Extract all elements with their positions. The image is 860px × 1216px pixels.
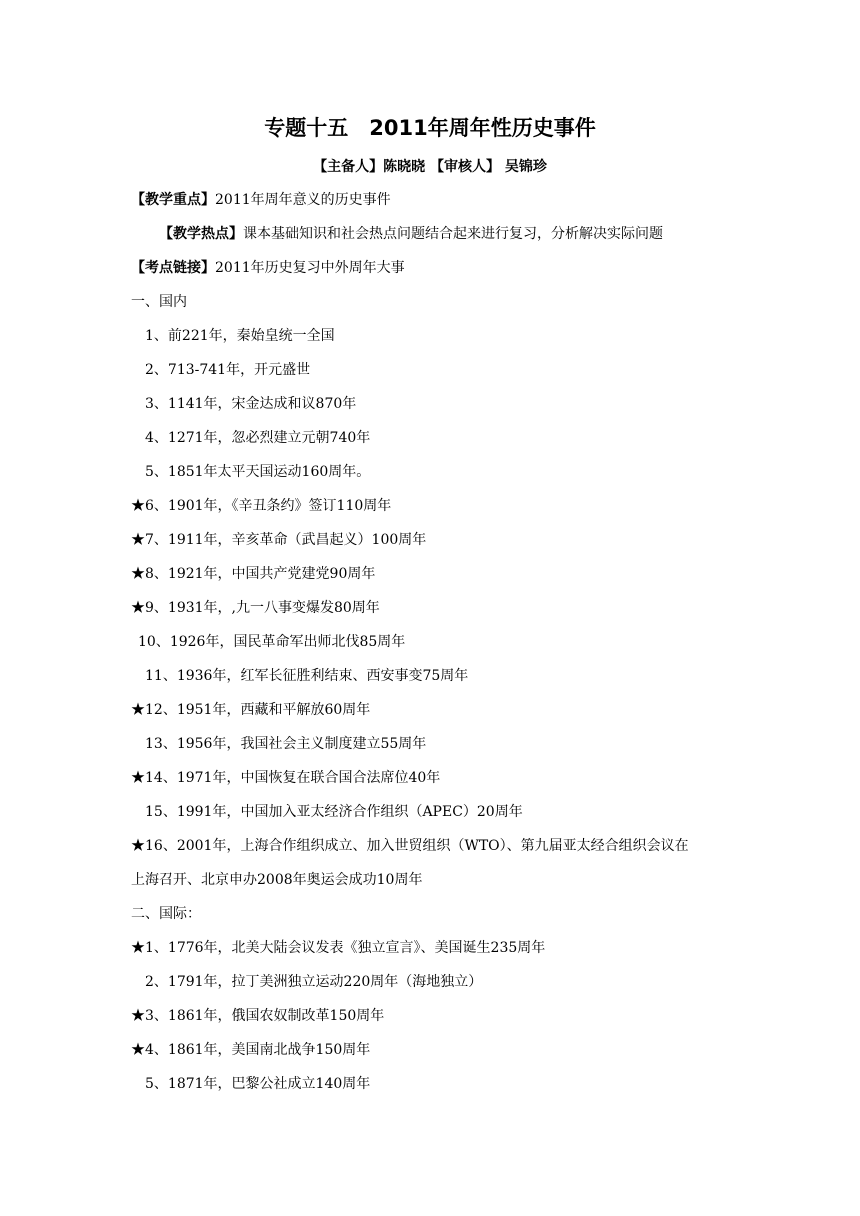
exam-link-text: 2011年历史复习中外周年大事 [215, 260, 405, 276]
hot-points-line [159, 224, 663, 244]
domestic-item: 2、713-741年，开元盛世 [145, 362, 311, 378]
international-item: ★4、1861年，美国南北战争150周年 [131, 1042, 371, 1058]
international-item: ★3、1861年，俄国农奴制改革150周年 [131, 1008, 385, 1024]
exam-link-label: 【考点链接】 [131, 260, 215, 276]
document-title: 专题十五 2011年周年性历史事件 [264, 116, 596, 140]
domestic-item: ★6、1901年，《辛丑条约》签订110周年 [131, 498, 392, 514]
preparer-label: 【主备人】 [313, 159, 384, 175]
domestic-item: 3、1141年，宋金达成和议870年 [145, 396, 357, 412]
international-item: 2、1791年，拉丁美洲独立运动220周年（海地独立） [145, 974, 483, 990]
domestic-item: 15、1991年，中国加入亚太经济合作组织（APEC）20周年 [145, 804, 523, 820]
international-heading: 二、国际： [131, 906, 201, 922]
domestic-item: 10、1926年，国民革命军出师北伐85周年 [138, 634, 406, 650]
hot-points-text: 课本基础知识和社会热点问题结合起来进行复习，分析解决实际问题 [243, 226, 663, 242]
domestic-item: ★9、1931年，,九一八事变爆发80周年 [131, 600, 380, 616]
reviewer-label: 【审核人】 [430, 159, 500, 175]
domestic-heading: 一、国内 [131, 294, 187, 310]
exam-link-line [131, 258, 405, 278]
reviewer-name: 吴锦珍 [504, 159, 547, 175]
domestic-item: 1、前221年，秦始皇统一全国 [145, 328, 335, 344]
key-points-label: 【教学重点】 [131, 192, 215, 208]
international-item: ★1、1776年，北美大陆会议发表《独立宣言》、美国诞生235周年 [131, 940, 546, 956]
international-item: 5、1871年，巴黎公社成立140周年 [145, 1076, 371, 1092]
hot-points-label: 【教学热点】 [159, 226, 243, 242]
domestic-item: 13、1956年，我国社会主义制度建立55周年 [145, 736, 427, 752]
domestic-item: 5、1851年太平天国运动160周年。 [145, 464, 371, 480]
domestic-item: ★16、2001年，上海合作组织成立、加入世贸组织（WTO）、第九届亚太经合组织会议在 [131, 838, 689, 854]
key-points-line [131, 190, 391, 210]
domestic-item-continuation: 上海召开、北京申办2008年奥运会成功10周年 [131, 872, 423, 888]
domestic-item: 11、1936年，红军长征胜利结束、西安事变75周年 [145, 668, 469, 684]
key-points-text: 2011年周年意义的历史事件 [215, 192, 391, 208]
preparer-name: 陈晓晓 [383, 159, 426, 175]
authors-line [0, 156, 860, 176]
domestic-item: ★14、1971年，中国恢复在联合国合法席位40年 [131, 770, 441, 786]
domestic-item: 4、1271年，忽必烈建立元朝740年 [145, 430, 371, 446]
domestic-item: ★12、1951年，西藏和平解放60周年 [131, 702, 371, 718]
domestic-item: ★7、1911年，辛亥革命（武昌起义）100周年 [131, 532, 427, 548]
domestic-item: ★8、1921年，中国共产党建党90周年 [131, 566, 376, 582]
